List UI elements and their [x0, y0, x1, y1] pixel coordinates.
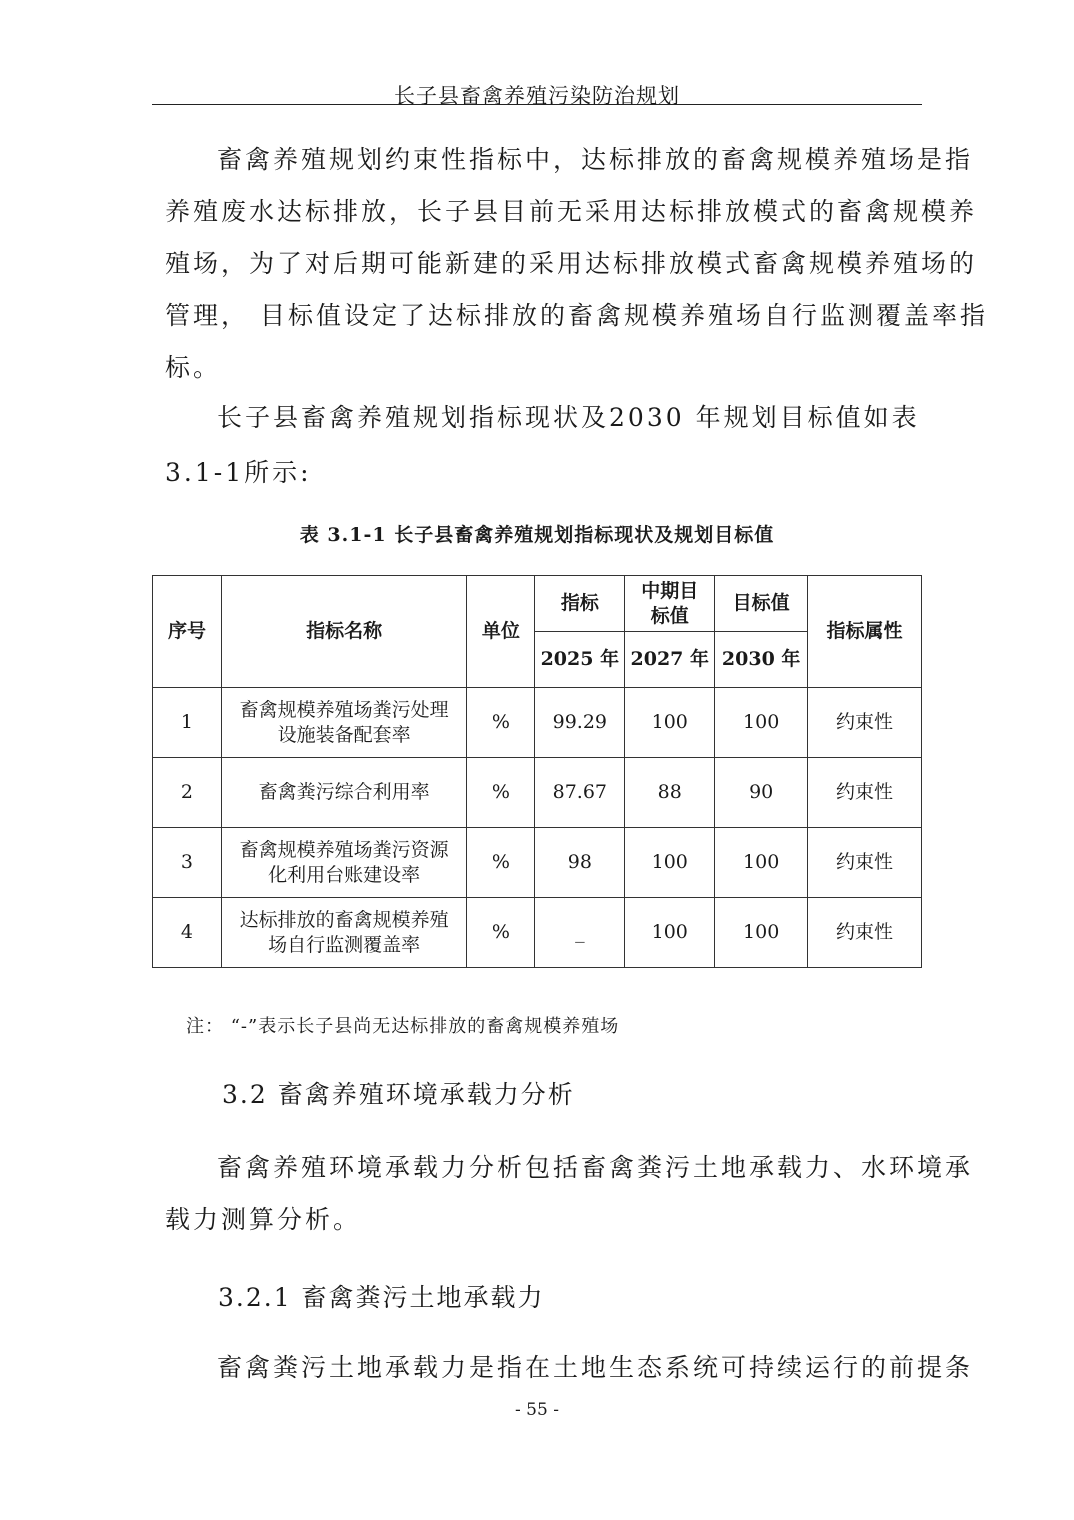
- table-caption: 表 3.1-1 长子县畜禽养殖规划指标现状及规划目标值: [299, 524, 775, 546]
- cell-seq: 2: [153, 758, 222, 828]
- header-name: 指标名称: [221, 576, 467, 688]
- cell-name: 达标排放的畜禽规模养殖场自行监测覆盖率: [221, 898, 467, 968]
- header-seq: 序号: [153, 576, 222, 688]
- cell-attribute: 约束性: [808, 898, 922, 968]
- section-heading-3-2: 3.2 畜禽养殖环境承载力分析: [222, 1080, 575, 1109]
- cell-attribute: 约束性: [808, 688, 922, 758]
- header-target: 目标值: [715, 576, 808, 632]
- cell-2030: 100: [715, 828, 808, 898]
- cell-2027: 100: [625, 688, 715, 758]
- cell-seq: 3: [153, 828, 222, 898]
- table-row: [153, 898, 922, 968]
- text-line: 畜禽养殖规划约束性指标中，达标排放的畜禽规模养殖场是指: [217, 145, 974, 174]
- text-line: 长子县畜禽养殖规划指标现状及2030 年规划目标值如表: [217, 403, 920, 432]
- text-line: 畜禽粪污土地承载力是指在土地生态系统可持续运行的前提条: [217, 1353, 974, 1382]
- header-mid-target: 中期目标值: [625, 576, 715, 632]
- cell-2025: 87.67: [535, 758, 625, 828]
- table-note: 注： “-”表示长子县尚无达标排放的畜禽规模养殖场: [186, 1016, 620, 1037]
- header-indicator: 指标: [535, 576, 625, 632]
- header-year-2027: 2027 年: [625, 632, 715, 688]
- cell-2027: 100: [625, 828, 715, 898]
- cell-unit: %: [467, 758, 535, 828]
- section-heading-3-2-1: 3.2.1 畜禽粪污土地承载力: [218, 1283, 545, 1312]
- header-attribute: 指标属性: [808, 576, 922, 688]
- table-row: [153, 828, 922, 898]
- cell-unit: %: [467, 898, 535, 968]
- cell-2030: 100: [715, 688, 808, 758]
- indicator-table: [152, 575, 922, 968]
- header-year-2030: 2030 年: [715, 632, 808, 688]
- cell-name: 畜禽粪污综合利用率: [221, 758, 467, 828]
- cell-unit: %: [467, 688, 535, 758]
- cell-2030: 90: [715, 758, 808, 828]
- text-line: 畜禽养殖环境承载力分析包括畜禽粪污土地承载力、水环境承: [217, 1153, 974, 1182]
- table-row: [153, 758, 922, 828]
- cell-attribute: 约束性: [808, 828, 922, 898]
- header-unit: 单位: [467, 576, 535, 688]
- page-header-title: 长子县畜禽养殖污染防治规划: [394, 84, 680, 108]
- cell-unit: %: [467, 828, 535, 898]
- header-divider: [152, 104, 922, 105]
- text-line: 3.1-1所示:: [165, 458, 312, 487]
- cell-name: 畜禽规模养殖场粪污资源化利用台账建设率: [221, 828, 467, 898]
- page-number: - 55 -: [515, 1400, 559, 1420]
- cell-2025: 99.29: [535, 688, 625, 758]
- cell-attribute: 约束性: [808, 758, 922, 828]
- cell-seq: 4: [153, 898, 222, 968]
- cell-name: 畜禽规模养殖场粪污处理设施装备配套率: [221, 688, 467, 758]
- text-line: 管理， 目标值设定了达标排放的畜禽规模养殖场自行监测覆盖率指: [165, 301, 988, 330]
- table-row: [153, 688, 922, 758]
- header-year-2025: 2025 年: [535, 632, 625, 688]
- cell-2025: _: [535, 898, 625, 968]
- cell-2027: 88: [625, 758, 715, 828]
- text-line: 养殖废水达标排放，长子县目前无采用达标排放模式的畜禽规模养: [165, 197, 978, 226]
- cell-2025: 98: [535, 828, 625, 898]
- text-line: 载力测算分析。: [165, 1205, 362, 1234]
- cell-2027: 100: [625, 898, 715, 968]
- text-line: 标。: [165, 353, 222, 382]
- text-line: 殖场，为了对后期可能新建的采用达标排放模式畜禽规模养殖场的: [165, 249, 978, 278]
- cell-2030: 100: [715, 898, 808, 968]
- cell-seq: 1: [153, 688, 222, 758]
